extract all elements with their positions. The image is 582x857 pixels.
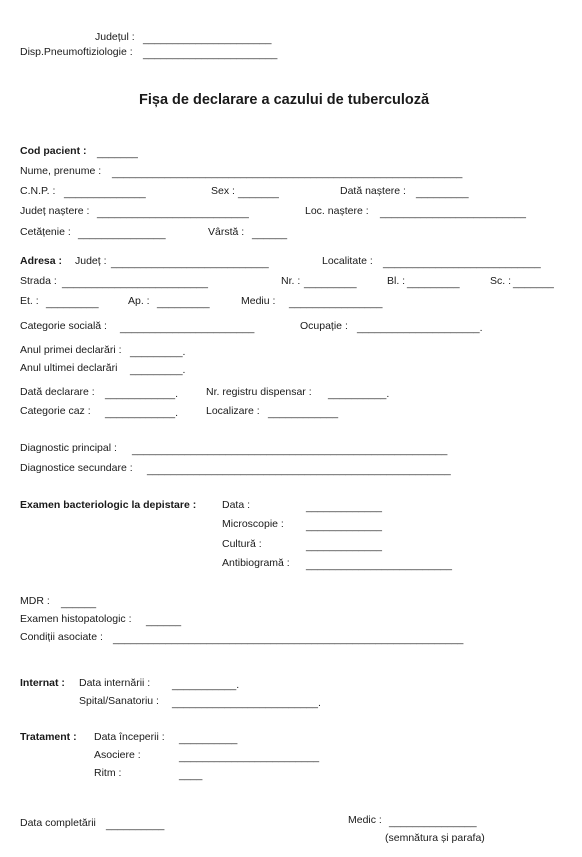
judet-nastere-label: Județ naștere : xyxy=(20,205,90,217)
cnp-field[interactable]: ______________ xyxy=(64,187,146,199)
localizare-label: Localizare : xyxy=(206,405,260,417)
microscopie-field[interactable]: _____________ xyxy=(306,520,382,532)
conditii-asociate-field[interactable]: ____________________________________________________________ xyxy=(113,633,464,645)
cnp-label: C.N.P. : xyxy=(20,185,56,197)
conditii-asociate-label: Condiții asociate : xyxy=(20,631,103,643)
anul-primei-label: Anul primei declarări : xyxy=(20,344,122,356)
nume-label: Nume, prenume : xyxy=(20,165,102,177)
antibiograma-field[interactable]: _________________________ xyxy=(306,559,452,571)
antibiograma-label: Antibiogramă : xyxy=(222,557,290,569)
data-nastere-field[interactable]: _________ xyxy=(416,187,469,199)
judet-field[interactable]: ______________________ xyxy=(143,33,272,45)
examen-data-label: Data : xyxy=(222,499,251,511)
mdr-field[interactable]: ______ xyxy=(61,597,97,609)
ocupatie-label: Ocupație : xyxy=(300,320,348,332)
page-title: Fișa de declarare a cazului de tuberculoză xyxy=(139,92,430,108)
data-declarare-label: Dată declarare : xyxy=(20,386,95,398)
sc-field[interactable]: _______ xyxy=(513,277,554,289)
data-internarii-label: Data internării : xyxy=(79,677,151,689)
data-inceperii-label: Data începerii : xyxy=(94,731,165,743)
spital-field[interactable]: _________________________. xyxy=(172,697,321,709)
categorie-sociala-label: Categorie socială : xyxy=(20,320,107,332)
data-completarii-label: Data completării xyxy=(20,817,96,829)
strada-field[interactable]: _________________________ xyxy=(62,277,208,289)
strada-label: Strada : xyxy=(20,275,57,287)
loc-nastere-field[interactable]: _________________________ xyxy=(380,207,526,219)
anul-ultimei-label: Anul ultimei declarări xyxy=(20,362,118,374)
asociere-label: Asociere : xyxy=(94,749,141,761)
data-internarii-field[interactable]: ___________. xyxy=(172,679,240,691)
varsta-field[interactable]: ______ xyxy=(252,228,288,240)
cetatenie-label: Cetățenie : xyxy=(20,226,71,238)
anul-primei-field[interactable]: _________. xyxy=(130,346,186,358)
asociere-field[interactable]: ________________________ xyxy=(179,751,320,763)
adresa-judet-field[interactable]: ___________________________ xyxy=(111,257,269,269)
cultura-label: Cultură : xyxy=(222,538,262,550)
categorie-caz-field[interactable]: ____________. xyxy=(105,407,178,419)
examen-data-field[interactable]: _____________ xyxy=(306,501,382,513)
nr-field[interactable]: _________ xyxy=(304,277,357,289)
medic-label: Medic : xyxy=(348,814,382,826)
mdr-label: MDR : xyxy=(20,595,50,607)
sex-field[interactable]: _______ xyxy=(238,187,279,199)
ap-field[interactable]: _________ xyxy=(157,297,210,309)
internat-label: Internat : xyxy=(20,677,65,689)
categorie-sociala-field[interactable]: _______________________ xyxy=(120,322,255,334)
tratament-label: Tratament : xyxy=(20,731,77,743)
ap-label: Ap. : xyxy=(128,295,150,307)
ritm-field[interactable]: ____ xyxy=(179,769,203,781)
localitate-label: Localitate : xyxy=(322,255,373,267)
cultura-field[interactable]: _____________ xyxy=(306,540,382,552)
diagnostice-secundare-field[interactable]: ____________________________________________________ xyxy=(147,464,451,476)
histopatologic-field[interactable]: ______ xyxy=(146,615,182,627)
data-inceperii-field[interactable]: __________ xyxy=(179,733,238,745)
cod-pacient-field[interactable]: _______ xyxy=(97,147,138,159)
nr-label: Nr. : xyxy=(281,275,301,287)
loc-nastere-label: Loc. naștere : xyxy=(305,205,369,217)
data-completarii-field[interactable]: __________ xyxy=(106,819,165,831)
ocupatie-field[interactable]: _____________________. xyxy=(357,322,483,334)
cetatenie-field[interactable]: _______________ xyxy=(78,228,166,240)
ritm-label: Ritm : xyxy=(94,767,122,779)
nume-field[interactable]: ____________________________________________________________ xyxy=(112,167,463,179)
anul-ultimei-field[interactable]: _________. xyxy=(130,364,186,376)
varsta-label: Vârstă : xyxy=(208,226,245,238)
semnatura-caption: (semnătura și parafa) xyxy=(385,832,485,844)
microscopie-label: Microscopie : xyxy=(222,518,284,530)
bl-label: Bl. : xyxy=(387,275,406,287)
bl-field[interactable]: _________ xyxy=(407,277,460,289)
localizare-field[interactable]: ____________ xyxy=(268,407,339,419)
nr-registru-field[interactable]: __________. xyxy=(328,388,390,400)
disp-label: Disp.Pneumoftiziologie : xyxy=(20,46,133,58)
judet-label: Județul : xyxy=(95,31,135,43)
medic-signature-field[interactable]: _______________ xyxy=(389,816,477,828)
et-field[interactable]: _________ xyxy=(46,297,99,309)
mediu-field[interactable]: ________________ xyxy=(289,297,383,309)
examen-bacteriologic-label: Examen bacteriologic la depistare : xyxy=(20,499,197,511)
nr-registru-label: Nr. registru dispensar : xyxy=(206,386,312,398)
histopatologic-label: Examen histopatologic : xyxy=(20,613,132,625)
diagnostic-principal-field[interactable]: ______________________________________________________ xyxy=(132,444,448,456)
categorie-caz-label: Categorie caz : xyxy=(20,405,91,417)
cod-pacient-label: Cod pacient : xyxy=(20,145,87,157)
sc-label: Sc. : xyxy=(490,275,512,287)
adresa-label: Adresa : xyxy=(20,255,63,267)
et-label: Et. : xyxy=(20,295,39,307)
diagnostice-secundare-label: Diagnostice secundare : xyxy=(20,462,133,474)
localitate-field[interactable]: ___________________________ xyxy=(383,257,541,269)
mediu-label: Mediu : xyxy=(241,295,276,307)
data-nastere-label: Dată naștere : xyxy=(340,185,406,197)
adresa-judet-label: Județ : xyxy=(75,255,107,267)
sex-label: Sex : xyxy=(211,185,235,197)
data-declarare-field[interactable]: ____________. xyxy=(105,388,178,400)
diagnostic-principal-label: Diagnostic principal : xyxy=(20,442,117,454)
spital-label: Spital/Sanatoriu : xyxy=(79,695,159,707)
judet-nastere-field[interactable]: __________________________ xyxy=(97,207,249,219)
disp-field[interactable]: _______________________ xyxy=(143,48,278,60)
